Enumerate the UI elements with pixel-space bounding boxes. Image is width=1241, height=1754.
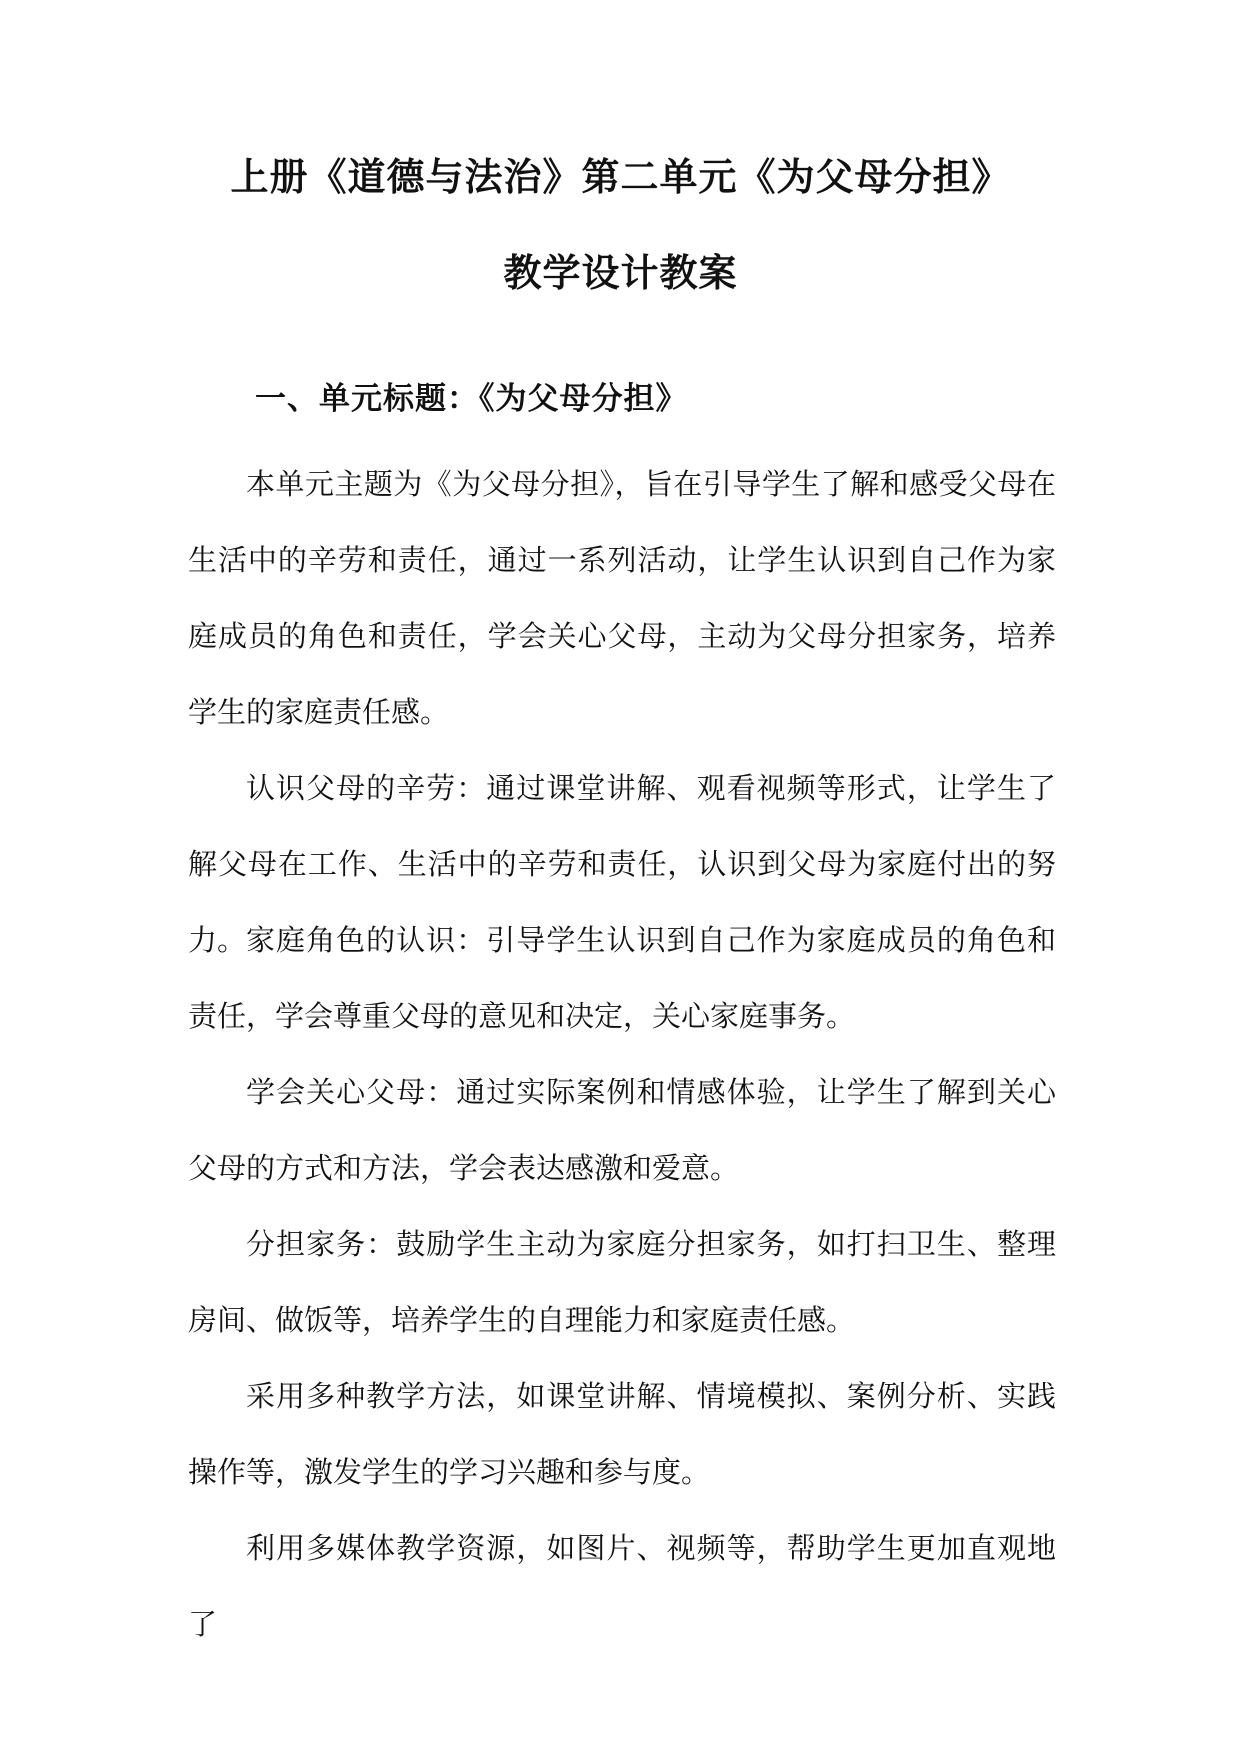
document-subtitle: 教学设计教案 xyxy=(503,250,738,295)
paragraph-teaching-methods: 采用多种教学方法，如课堂讲解、情境模拟、案例分析、实践操作等，激发学生的学习兴趣和参与度。 xyxy=(188,1379,1056,1489)
paragraph-intro: 本单元主题为《为父母分担》，旨在引导学生了解和感受父母在生活中的辛劳和责任，通过一系列活动，让学生认识到自己作为家庭成员的角色和责任，学会关心父母，主动为父母分担家务，培养学生的家庭责任感。 xyxy=(188,467,1056,729)
paragraph-multimedia: 利用多媒体教学资源，如图片、视频等，帮助学生更加直观地了 xyxy=(188,1531,1056,1641)
paragraph-family-role: 家庭角色的认识：引导学生认识到自己作为家庭成员的角色和责任，学会尊重父母的意见和决定，关心家庭事务。 xyxy=(188,923,1056,1033)
paragraph-parents-hardship: 认识父母的辛劳：通过课堂讲解、观看视频等形式，让学生了解父母在工作、生活中的辛劳和责任，认识到父母为家庭付出的努力。 xyxy=(188,771,1056,957)
paragraph-share-chores: 分担家务：鼓励学生主动为家庭分担家务，如打扫卫生、整理房间、做饭等，培养学生的自理能力和家庭责任感。 xyxy=(188,1227,1056,1337)
document-title: 上册《道德与法治》第二单元《为父母分担》 xyxy=(230,154,1011,199)
paragraph-care-parents: 学会关心父母：通过实际案例和情感体验，让学生了解到关心父母的方式和方法，学会表达感激和爱意。 xyxy=(188,1075,1056,1185)
section-heading: 一、单元标题：《为父母分担》 xyxy=(255,381,688,417)
